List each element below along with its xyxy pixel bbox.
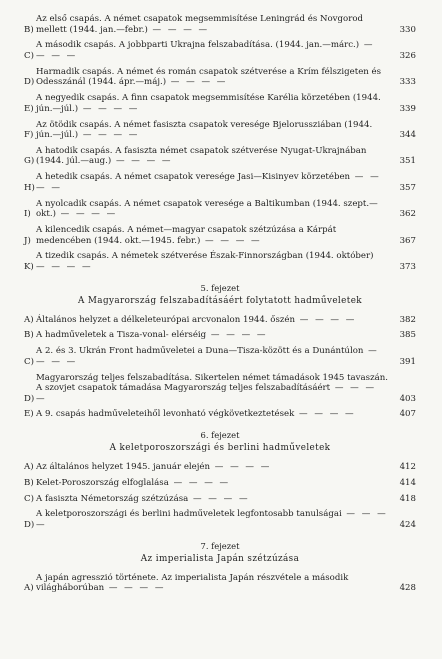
entry-letter: G) (24, 156, 35, 167)
dot-leader: — — — — (200, 235, 262, 246)
entry-letter: E) (24, 409, 34, 420)
entry-text: A hatodik csapás. A fasiszta német csapatok szétverése Nyugat-Ukrajnában (1944. júl.—aug.) (36, 145, 367, 167)
entry-page-number: 333 (399, 77, 416, 88)
entry-body (36, 315, 394, 326)
entry-body (36, 478, 394, 489)
toc-entry (24, 409, 416, 420)
entry-letter: A) (24, 314, 34, 325)
entry-text: Általános helyzet a délkeleteurópai arcvonalon 1944. őszén (36, 314, 296, 325)
toc-entry (24, 172, 416, 193)
dot-leader: — — — — (294, 409, 356, 420)
entry-letter: H) (24, 182, 35, 193)
entry-letter: C) (24, 493, 34, 504)
entry-page-number: 351 (399, 156, 416, 167)
entry-text: A második csapás. A jobbparti Ukrajna felszabadítása. (1944. jan.—márc.) (36, 40, 360, 51)
entry-text: A 9. csapás hadműveleteihől levonható végkövetkeztetések (36, 409, 295, 420)
entry-letter: C) (24, 356, 34, 367)
dot-leader: — — — — (36, 509, 388, 530)
entry-page-number: 412 (399, 462, 416, 473)
entry-body (36, 251, 394, 272)
entry-page-number: 403 (399, 393, 416, 404)
entry-body (36, 346, 394, 367)
entry-page-number: 362 (399, 209, 416, 220)
toc-entry (24, 67, 416, 88)
dot-leader: — — — — (36, 261, 93, 272)
dot-leader: — — — — (147, 24, 210, 35)
entry-body (36, 462, 394, 473)
chapter-number: 5. fejezet (200, 282, 240, 293)
entry-letter: B) (24, 330, 34, 341)
entry-body (36, 373, 394, 405)
dot-leader: — — — — (210, 462, 272, 473)
toc-entry (24, 494, 416, 505)
entry-page-number: 424 (399, 520, 416, 530)
dot-leader: — — — — (55, 209, 118, 220)
entry-letter: D) (24, 520, 35, 530)
entry-page-number: 330 (399, 24, 416, 35)
entry-body (36, 409, 394, 420)
dot-leader: — — — — (36, 172, 381, 193)
entry-page-number: 367 (399, 235, 416, 246)
entry-body (36, 67, 394, 88)
toc-entry (24, 146, 416, 167)
toc-entry (24, 251, 416, 272)
entry-text: A kilencedik csapás. A német—magyar csapatok szétzúzása a Kárpát medencében (1944. okt.—1945. febr.) (36, 225, 337, 246)
chapter-title: A keletporoszországi és berlini hadműveletek (109, 443, 331, 454)
entry-text: A japán agresszió története. Az imperialista Japán részvétele a második világháborúban (36, 572, 349, 594)
dot-leader: — — — — (295, 314, 357, 325)
entry-text: Kelet-Poroszország elfoglalása (36, 477, 169, 488)
dot-leader: — — — — (36, 346, 379, 367)
toc-entry (24, 14, 416, 35)
entry-letter: E) (24, 103, 34, 114)
entry-letter: A) (24, 583, 34, 594)
entry-body (36, 225, 394, 246)
entry-text: A keletporoszországi és berlini hadműveletek legfontosabb tanulságai (36, 509, 342, 520)
entry-body (36, 573, 394, 594)
chapter-number: 7. fejezet (200, 540, 240, 551)
entry-text: A nyolcadik csapás. A német csapatok veresége a Baltikumban (1944. szept.—okt.) (36, 198, 378, 220)
entry-page-number: 414 (399, 477, 416, 488)
toc-entry (24, 40, 416, 61)
toc-entry (24, 346, 416, 367)
entry-page-number: 339 (399, 103, 416, 114)
entry-text: Az általános helyzet 1945. január elején (36, 462, 211, 473)
entry-page-number: 428 (399, 583, 416, 594)
toc-entry (24, 315, 416, 326)
entry-text: A negyedik csapás. A finn csapatok megsemmisítése Karélia körzetében (1944. jún.—júl.) (36, 93, 381, 114)
toc-entry (24, 120, 416, 141)
entry-body (36, 172, 394, 193)
chapter-title: Az imperialista Japán szétzúzása (140, 553, 300, 564)
entry-letter: K) (24, 261, 34, 272)
entry-body (36, 93, 394, 114)
dot-leader: — — — — (78, 130, 140, 141)
entry-page-number: 326 (399, 50, 416, 61)
toc-entry (24, 509, 416, 530)
dot-leader: — — — — (206, 330, 268, 341)
entry-page-number: 357 (399, 182, 416, 193)
entry-text: A hetedik csapás. A német csapatok veresége Jasi—Kisinyev körzetében (36, 172, 351, 183)
dot-leader: — — — — (78, 103, 140, 114)
entry-text: A fasiszta Németország szétzúzása (36, 493, 189, 504)
toc-entry (24, 93, 416, 114)
entry-body (36, 330, 394, 341)
dot-leader: — — — — (36, 383, 377, 404)
entry-letter: I) (24, 209, 31, 220)
entry-page-number: 385 (399, 330, 416, 341)
entry-text: Az ötödik csapás. A német fasiszta csapatok veresége Bjelorussziában (1944. jún.—júl.) (36, 119, 373, 141)
entry-body (36, 40, 394, 61)
entry-letter: D) (24, 77, 35, 88)
chapter-title: A Magyarország felszabadításáért folytatott hadműveletek (77, 295, 363, 306)
entry-body (36, 146, 394, 167)
entry-page-number: 373 (399, 261, 416, 272)
entry-body (36, 120, 394, 141)
dot-leader: — — — — (168, 477, 231, 488)
entry-text: Magyarország teljes felszabadítása. Sikertelen német támadások 1945 tavaszán. A szovjet csapatok támadása Magyarország teljes felszabadításáért (36, 372, 388, 394)
dot-leader: — — — — (188, 493, 250, 504)
toc-entry (24, 225, 416, 246)
entry-body (36, 199, 394, 220)
dot-leader: — — — — (111, 156, 173, 167)
entry-letter: J) (24, 235, 31, 246)
entry-letter: D) (24, 393, 35, 404)
entry-letter: A) (24, 462, 34, 473)
entry-page-number: 418 (399, 493, 416, 504)
dot-leader: — — — — (166, 77, 228, 88)
entry-letter: B) (24, 477, 34, 488)
toc-entry (24, 330, 416, 341)
chapter-number: 6. fejezet (200, 430, 240, 441)
entry-page-number: 382 (399, 314, 416, 325)
entry-page-number: 407 (399, 409, 416, 420)
toc-entry (24, 462, 416, 473)
entry-text: Harmadik csapás. A német és román csapatok szétverése a Krím félszigeten és Odesszánál (1944. ápr.—máj.) (36, 66, 382, 88)
dot-leader: — — — — (36, 40, 375, 61)
entry-body (36, 509, 394, 530)
entry-body (36, 494, 394, 505)
entry-text: A hadműveletek a Tisza-vonal- elérséig (36, 330, 207, 341)
entry-page-number: 344 (399, 130, 416, 141)
entry-body (36, 14, 394, 35)
toc-entry (24, 199, 416, 220)
entry-letter: C) (24, 50, 34, 61)
toc-entry (24, 373, 416, 405)
entry-text: A 2. és 3. Ukrán Front hadműveletei a Duna—Tisza-között és a Dunántúlon (36, 346, 364, 357)
toc-entry (24, 478, 416, 489)
entry-letter: B) (24, 24, 34, 35)
toc-entry (24, 573, 416, 594)
entry-text: Az első csapás. A német csapatok megsemmisítése Leningrád és Novgorod mellett (1944. jan.—febr.) (36, 14, 363, 35)
entry-page-number: 391 (399, 356, 416, 367)
entry-text: A tizedik csapás. A németek szétverése Észak-Finnországban (1944. október) (36, 251, 374, 262)
dot-leader: — — — — (104, 583, 166, 594)
entry-letter: F) (24, 130, 34, 141)
